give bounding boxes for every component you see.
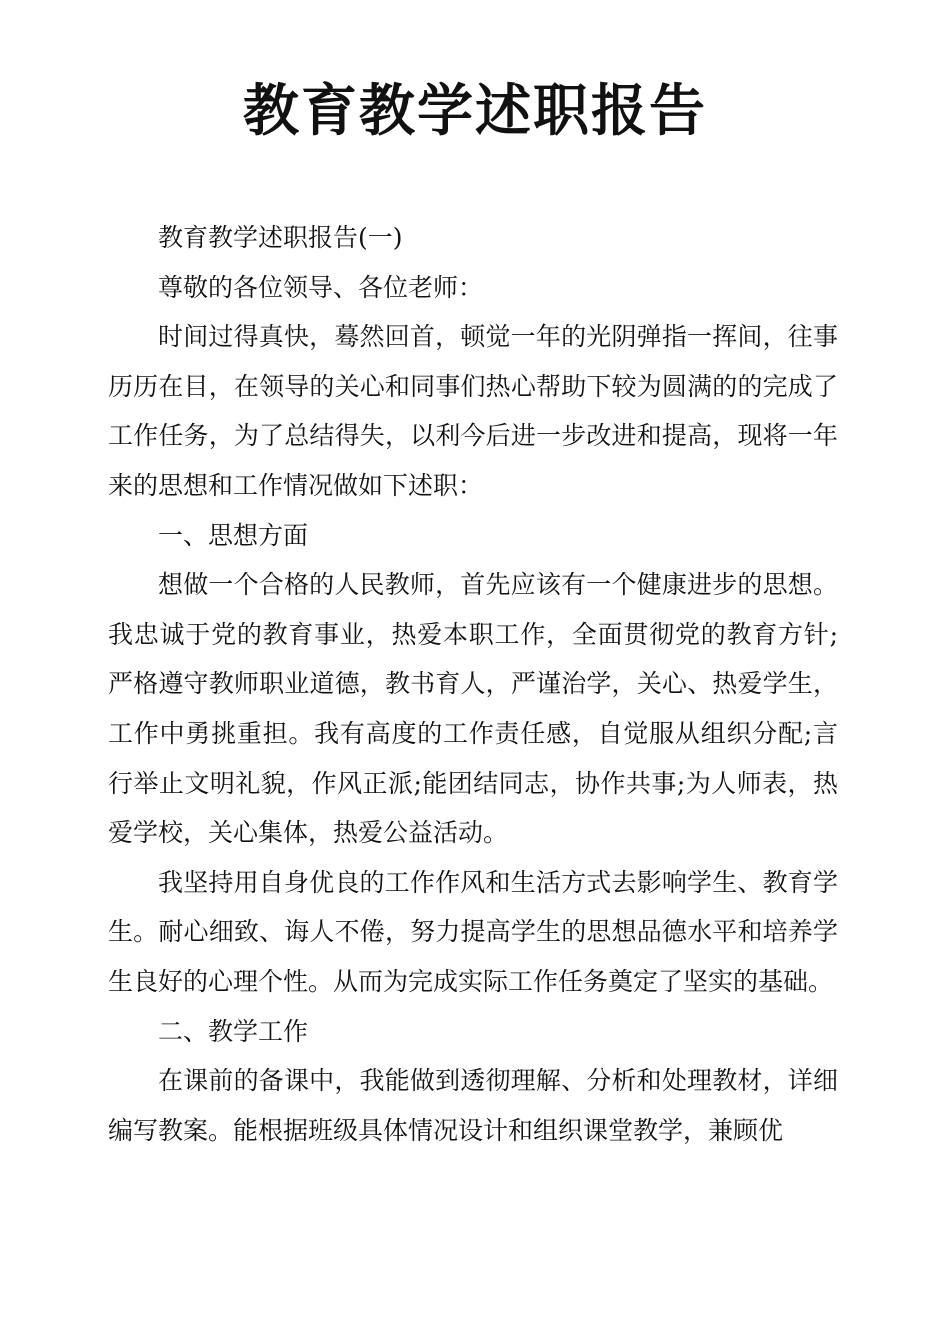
section-heading: 教育教学述职报告(一) [158, 223, 403, 252]
body-paragraph: 在课前的备课中，我能做到透彻理解、分析和处理教材，详细编写教案。能根据班级具体情况设计和组织课堂教学，兼顾优 [108, 1066, 838, 1145]
body-paragraph: 我坚持用自身优良的工作作风和生活方式去影响学生、教育学生。耐心细致、诲人不倦，努力提高学生的思想品德水平和培养学生良好的心理个性。从而为完成实际工作任务奠定了坚实的基础。 [108, 867, 838, 996]
section-heading: 二、教学工作 [158, 1016, 309, 1046]
document-title: 教育教学述职报告 [243, 79, 707, 144]
document-body [108, 213, 838, 1155]
body-paragraph: 想做一个合格的人民教师，首先应该有一个健康进步的思想。我忠诚于党的教育事业，热爱本职工作，全面贯彻党的教育方针;严格遵守教师职业道德，教书育人，严谨治学，关心、热爱学生，工作中勇挑重担。我有高度的工作责任感，自觉服从组织分配;言行举止文明礼貌，作风正派;能团结同志，协作共事;为人师表，热爱学校，关心集体，热爱公益活动。 [108, 570, 838, 848]
section-heading: 一、思想方面 [158, 520, 309, 550]
body-paragraph: 时间过得真快，蓦然回首，顿觉一年的光阴弹指一挥间，往事历历在目，在领导的关心和同事们热心帮助下较为圆满的的完成了工作任务，为了总结得失，以利今后进一步改进和提高，现将一年来的思想和工作情况做如下述职： [108, 322, 838, 500]
salutation: 尊敬的各位领导、各位老师： [158, 272, 484, 302]
